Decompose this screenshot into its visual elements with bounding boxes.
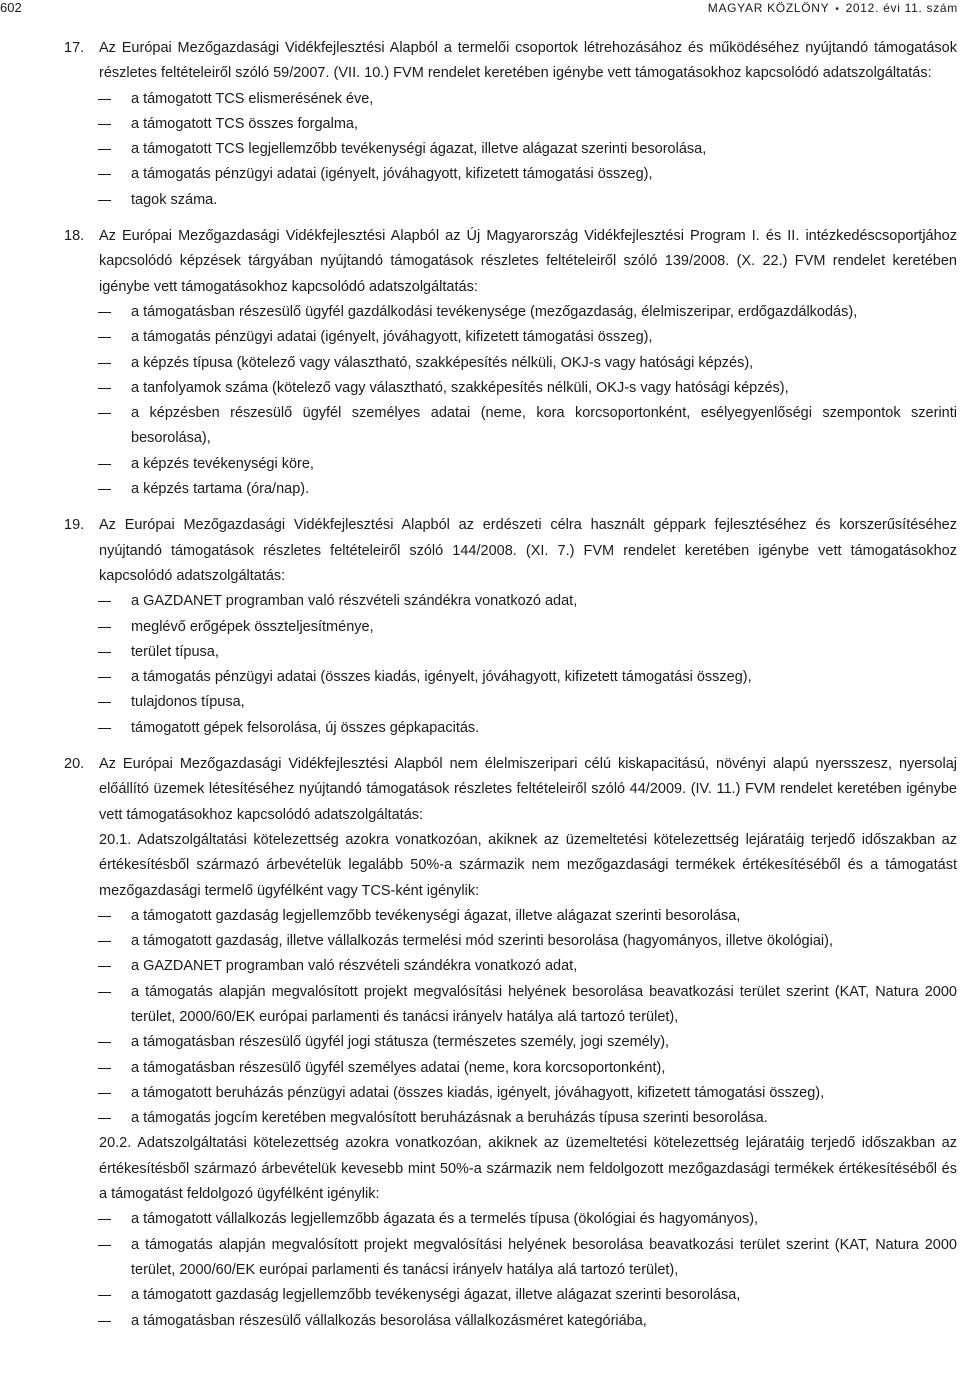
dash-marker [98,99,111,100]
section-paragraph [0,513,960,589]
dash-marker [98,149,111,150]
list-item-text: meglévő erőgépek összteljesítménye, [131,618,374,635]
list-item-text: a GAZDANET programban való részvételi szándékra vonatkozó adat, [131,593,578,610]
list-item-text: a képzés tevékenységi köre, [131,455,314,472]
list-item [0,112,960,137]
section-20 [0,752,960,1334]
dash-marker [98,601,111,602]
separator-dot: • [835,4,840,15]
list-item [0,589,960,614]
list-item [0,351,960,376]
dash-marker [98,1295,111,1296]
list-item [0,1030,960,1055]
list-item-text: a támogatott TCS összes forgalma, [131,115,359,132]
section-paragraph [0,752,960,828]
list-item [0,929,960,954]
list-item [0,1283,960,1308]
section-paragraph [0,36,960,87]
list-item-text: a támogatás jogcím keretében megvalósított beruházásnak a beruházás típusa szerinti besorolása. [131,1110,768,1127]
list-item [0,188,960,213]
list-item [0,1207,960,1232]
list-item-text: a képzésben részesülő ügyfél személyes adatai (neme, kora korcsoportonként, esélyegyenlőségi szempontok szerinti besorolása), [131,405,957,447]
dash-marker [98,1219,111,1220]
issue-label: 2012. évi 11. szám [845,1,958,15]
dash-marker [98,627,111,628]
dash-marker [98,1118,111,1119]
dash-marker [98,489,111,490]
list-item [0,640,960,665]
dash-marker [98,363,111,364]
subsection-text: Adatszolgáltatási kötelezettség azokra vonatkozóan, akiknek az üzemeltetési kötelezettség lejáratáig terjedő időszakban az értékesítésből származó árbevételük legalább 50%-a származik nem mezőgazdasági termékek értékesítéséből és a támogatást mezőgazdasági termelő ügyfélként vagy TCS-ként igénylik: [99,831,957,899]
bullet-list [0,87,960,213]
dash-marker [98,388,111,389]
list-item [0,300,960,325]
list-item [0,376,960,401]
dash-marker [98,992,111,993]
section-number: 20. [64,756,85,773]
list-item-text: a támogatás alapján megvalósított projekt megvalósítási helyének besorolása beavatkozási terület szerint (KAT, Natura 2000 terület, 2000/60/EK európai parlamenti és tanácsi irányelv hatálya alá tartozó terület), [131,1236,957,1278]
subsection-text: Adatszolgáltatási kötelezettség azokra vonatkozóan, akiknek az üzemeltetési kötelezettség lejáratáig terjedő időszakban az értékesítésből származó árbevételük kevesebb mint 50%-a származik nem feldolgozott mezőgazdasági termékek értékesítéséből és a támogatást feldolgozó ügyfélként igénylik: [99,1135,957,1203]
list-item-text: a támogatott TCS elismerésének éve, [131,90,374,107]
dash-marker [98,337,111,338]
section-paragraph [0,224,960,300]
section-number: 19. [64,517,85,534]
dash-marker [98,916,111,917]
list-item [0,137,960,162]
document-body [0,36,960,1345]
subsection-number: 20.2. [99,1135,132,1152]
dash-marker [98,124,111,125]
list-item-text: a támogatásban részesülő ügyfél jogi státusza (természetes személy, jogi személy), [131,1034,670,1051]
list-item [0,690,960,715]
list-item [0,477,960,502]
bullet-list [0,1207,960,1333]
dash-marker [98,652,111,653]
list-item [0,716,960,741]
dash-marker [98,677,111,678]
list-item [0,401,960,452]
list-item [0,954,960,979]
list-item-text: a támogatás alapján megvalósított projekt megvalósítási helyének besorolása beavatkozási terület szerint (KAT, Natura 2000 terület, 2000/60/EK európai parlamenti és tanácsi irányelv hatálya alá tartozó terület), [131,983,957,1025]
list-item-text: a támogatott beruházás pénzügyi adatai (összes kiadás, igényelt, jóváhagyott, kifizetett támogatási összeg), [131,1084,825,1101]
list-item [0,665,960,690]
subsection-paragraph [0,828,960,904]
dash-marker [98,1068,111,1069]
list-item-text: tulajdonos típusa, [131,694,245,711]
dash-marker [98,728,111,729]
list-item [0,452,960,477]
list-item-text: a támogatásban részesülő vállalkozás besorolása vállalkozásméret kategóriába, [131,1312,647,1329]
list-item-text: a támogatás pénzügyi adatai (összes kiadás, igényelt, jóváhagyott, kifizetett támogatási összeg), [131,669,752,686]
list-item [0,1309,960,1334]
dash-marker [98,413,111,414]
list-item-text: a támogatott vállalkozás legjellemzőbb ágazata és a termelés típusa (ökológiai és hagyományos), [131,1211,759,1228]
bullet-list [0,300,960,502]
list-item-text: a támogatott TCS legjellemzőbb tevékenységi ágazat, illetve alágazat szerinti besorolása, [131,141,707,158]
list-item-text: a támogatott gazdaság legjellemzőbb tevékenységi ágazat, illetve alágazat szerinti besorolása, [131,907,741,924]
dash-marker [98,200,111,201]
list-item-text: a támogatott gazdaság, illetve vállalkozás termelési mód szerinti besorolása (hagyományos, illetve ökológiai), [131,933,833,950]
list-item-text: a támogatás pénzügyi adatai (igényelt, jóváhagyott, kifizetett támogatási összeg), [131,166,653,183]
dash-marker [98,174,111,175]
list-item-text: a képzés típusa (kötelező vagy választható, szakképesítés nélküli, OKJ-s vagy hatósági képzés), [131,354,754,371]
journal-name: MAGYAR KÖZLÖNY [707,1,830,15]
page-header [0,0,960,20]
section-text: Az Európai Mezőgazdasági Vidékfejlesztési Alapból az erdészeti célra használt géppark fejlesztéséhez és korszerűsítéséhez nyújtandó támogatások részletes feltételeiről szóló 144/2008. (XI. 7.) FVM rendelet keretében igénybe vett támogatásokhoz kapcsolódó adatszolgáltatás: [99,517,957,584]
subsection-number: 20.1. [99,831,132,848]
section-18 [0,224,960,502]
dash-marker [98,702,111,703]
section-19 [0,513,960,741]
list-item-text: terület típusa, [131,643,219,660]
dash-marker [98,1321,111,1322]
list-item-text: a támogatott gazdaság legjellemzőbb tevékenységi ágazat, illetve alágazat szerinti besorolása, [131,1287,741,1304]
dash-marker [98,941,111,942]
section-text: Az Európai Mezőgazdasági Vidékfejlesztési Alapból az Új Magyarország Vidékfejlesztési Program I. és II. intézkedéscsoportjához kapcsolódó képzések tárgyában nyújtandó támogatások részletes feltételeiről szóló 139/2008. (X. 22.) FVM rendelet keretében igénybe vett támogatásokhoz kapcsolódó adatszolgáltatás: [99,228,957,295]
section-17 [0,36,960,213]
list-item [0,87,960,112]
list-item [0,1106,960,1131]
list-item [0,162,960,187]
dash-marker [98,464,111,465]
bullet-list [0,904,960,1132]
list-item [0,1233,960,1284]
list-item-text: a képzés tartama (óra/nap). [131,481,310,498]
dash-marker [98,1093,111,1094]
subsection-paragraph [0,1131,960,1207]
dash-marker [98,312,111,313]
list-item-text: a támogatásban részesülő ügyfél gazdálkodási tevékenysége (mezőgazdaság, élelmiszeripar, erdőgazdálkodás), [131,303,858,320]
list-item-text: a támogatás pénzügyi adatai (igényelt, jóváhagyott, kifizetett támogatási összeg), [131,329,653,346]
bullet-list [0,589,960,741]
list-item [0,325,960,350]
list-item-text: a tanfolyamok száma (kötelező vagy választható, szakképesítés nélküli, OKJ-s vagy hatósági képzés), [131,379,789,396]
list-item-text: támogatott gépek felsorolása, új összes gépkapacitás. [131,719,480,736]
page-number: 602 [0,0,22,15]
list-item [0,1056,960,1081]
list-item [0,615,960,640]
list-item [0,904,960,929]
section-number: 17. [64,40,85,56]
dash-marker [98,1042,111,1043]
journal-title [708,0,958,18]
dash-marker [98,966,111,967]
list-item [0,1081,960,1106]
section-text: Az Európai Mezőgazdasági Vidékfejlesztési Alapból nem élelmiszeripari célú kiskapacitású, növényi alapú nyersszesz, nyersolaj előállító üzemek létesítéséhez nyújtandó támogatások részletes feltételeiről szóló 44/2009. (IV. 11.) FVM rendelet keretében igénybe vett támogatásokhoz kapcsolódó adatszolgáltatás: [99,756,957,823]
section-number: 18. [64,228,85,245]
section-text: Az Európai Mezőgazdasági Vidékfejlesztési Alapból a termelői csoportok létrehozásához és működéséhez nyújtandó támogatások részletes feltételeiről szóló 59/2007. (VII. 10.) FVM rendelet keretében igénybe vett támogatásokhoz kapcsolódó adatszolgáltatás: [99,40,957,82]
list-item [0,980,960,1031]
list-item-text: tagok száma. [131,191,218,208]
dash-marker [98,1245,111,1246]
list-item-text: a támogatásban részesülő ügyfél személyes adatai (neme, kora korcsoportonként), [131,1059,666,1076]
list-item-text: a GAZDANET programban való részvételi szándékra vonatkozó adat, [131,958,578,975]
